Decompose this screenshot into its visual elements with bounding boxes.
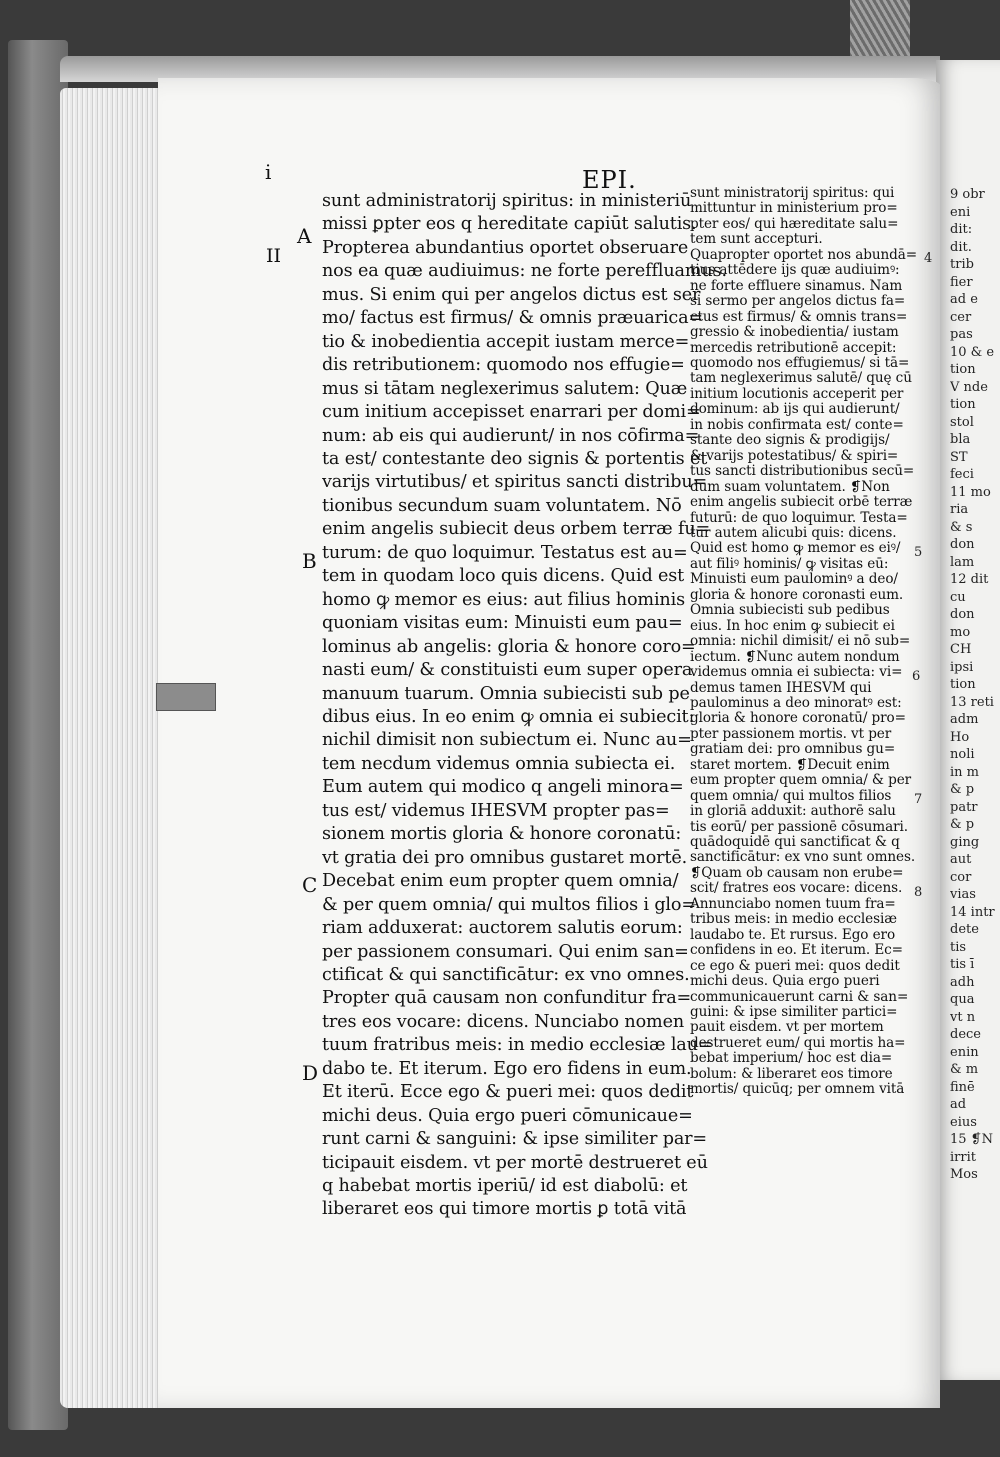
text-line: Quapropter oportet nos abundā= [690,247,918,263]
text-line: lam [950,554,975,570]
text-line: sionem mortis gloria & honore coronatū: [322,824,682,845]
text-line: fier [950,274,973,290]
text-line: Annunciabo nomen tuum fra= [690,896,896,912]
text-line: gratiam dei: pro omnibus gu= [690,742,896,758]
text-line: patr [950,799,978,815]
text-line: riam adduxerat: auctorem salutis eorum: [322,918,683,939]
text-line: si sermo per angelos dictus fa= [690,294,906,310]
verse-number: 7 [914,792,923,807]
text-line: dit. [950,239,972,255]
text-line: mus si tātam neglexerimus salutem: Quæ [322,378,688,399]
text-line: cer [950,309,972,325]
verse-number: 8 [914,885,923,900]
text-line: 15 ❡N [950,1132,993,1147]
text-line: ce ego & pueri mei: quos dedit [690,958,900,974]
folio-mark: i [265,160,272,184]
text-line: eius [950,1114,977,1130]
text-line: Mos [950,1167,978,1182]
text-line: pter eos/ qui hæreditate salu= [690,216,899,232]
text-line: nichil dimisit non subiectum ei. Nunc au= [322,730,692,751]
text-line: quomodo nos effugiemus/ si tā= [690,355,910,371]
text-line: ticipauit eisdem. vt per mortē destrueret eū [322,1152,708,1173]
parallel-text-column [690,186,917,1098]
text-line: Omnia subiecisti sub pedibus [690,603,890,619]
text-line: quādoquidē qui sanctificat & q [690,835,900,851]
text-line: omnia: nichil dimisit/ ei nō sub= [690,634,911,650]
page-stack-edge [60,88,160,1408]
text-line: mortis/ quicūq; per omnem vitā [690,1082,905,1098]
text-line: pauit eisdem. vt per mortem [690,1020,884,1036]
text-line: cum initium accepisset enarrari per domi= [322,402,701,423]
text-line: tus est/ videmus IHESVM propter pas= [322,800,670,821]
verse-number: 4 [924,251,933,266]
text-line: stante deo signis & prodigijs/ [690,433,890,449]
text-line: runt carni & sanguini: & ipse similiter par= [322,1129,708,1150]
text-line: dabo te. Et iterum. Ego ero fidens in eum. [322,1058,692,1079]
text-line: mercedis retributionē accepit: [690,340,897,356]
text-line: mittuntur in ministerium pro= [690,201,898,217]
text-line: tem sunt accepturi. [690,232,823,248]
text-line: vt n [950,1009,976,1025]
text-line: destrueret eum/ qui mortis ha= [690,1035,906,1051]
text-line: nasti eum/ & constituisti eum super opera [322,660,693,681]
text-line: tis eorū/ per passionē cōsumari. [690,819,908,835]
text-line: sunt ministratorij spiritus: qui [690,186,895,201]
text-line: V nde [950,379,988,395]
text-line: ging [950,834,980,850]
text-line: per passionem consumari. Qui enim san= [322,941,689,962]
text-line: & per quem omnia/ qui multos filios i glo= [322,894,696,915]
text-line: tur autem alicubi quis: dicens. [690,525,897,541]
text-line: quem omnia/ qui multos filios [690,788,892,804]
verse-number: 5 [914,545,923,560]
text-line: sanctificātur: ex vno sunt omnes. [690,850,916,866]
text-line: dum suam voluntatem. ❡Non [690,479,890,495]
text-line: missi ꝑpter eos q hereditate capiūt salutis. [322,214,697,235]
text-line: michi deus. Quia ergo pueri cōmunicaue= [322,1105,693,1126]
text-line: communicauerunt carni & san= [690,989,909,1005]
text-line: lominus ab angelis: gloria & honore coro= [322,636,696,657]
text-line: gloria & honore coronatū/ pro= [690,711,906,727]
text-line: & varijs potestatibus/ & spiri= [690,448,899,464]
text-line: stol [950,414,974,430]
verse-number: 6 [912,669,921,684]
text-line: nos ea quæ audiuimus: ne forte pereffluamus. [322,261,727,282]
text-line: manuum tuarum. Omnia subiecisti sub pe [322,683,690,704]
text-line: in gloriā adduxit: authorē salu [690,804,896,820]
text-line: noli [950,747,975,762]
text-line: turum: de quo loquimur. Testatus est au= [322,542,688,563]
text-line: & p [950,782,975,797]
text-line: & m [950,1062,979,1077]
text-line: vt gratia dei pro omnibus gustaret mortē. [322,847,688,868]
text-line: ctus est firmus/ & omnis trans= [690,309,908,325]
text-line: mus. Si enim qui per angelos dictus est ser [322,284,701,305]
text-line: tis ī [950,957,975,972]
text-line: tus sancti distributionibus secū= [690,464,915,480]
text-line: tion [950,677,976,692]
text-line: tem necdum videmus omnia subiecta ei. [322,753,676,774]
text-line: homo ꝙ memor es eius: aut filius hominis [322,589,685,610]
text-line: num: ab eis qui audierunt/ in nos cōfirma= [322,425,700,446]
text-line: don [950,537,975,552]
text-line: in nobis confirmata est/ conte= [690,417,904,433]
text-line: dece [950,1027,981,1042]
text-line: tuum fratribus meis: in medio ecclesiæ lau= [322,1035,713,1056]
text-line: dibus eius. In eo enim ꝙ omnia ei subiecit: [322,706,695,727]
margin-letter-c: C [302,873,318,897]
facing-page-text [950,186,995,1184]
text-line: qua [950,992,975,1007]
text-line: trib [950,257,974,272]
text-line: enim angelis subiecit orbē terræ [690,495,913,511]
text-line: tis [950,939,967,955]
text-line: tion [950,362,976,377]
text-line: finē [950,1079,975,1095]
text-line: tam neglexerimus salutē/ quę cū [690,371,912,387]
text-line: pter passionem mortis. vt per [690,726,892,742]
text-line: gloria & honore coronasti eum. [690,587,904,603]
text-line: cu [950,589,966,605]
text-line: ad [950,1097,967,1112]
text-line: adh [950,974,975,990]
text-line: enin [950,1044,979,1060]
text-line: CH [950,642,972,657]
text-line: futurū: de quo loquimur. Testa= [690,510,908,526]
text-line: tion [950,397,976,412]
text-line: paulominus a deo minoratꝰ est: [690,695,902,711]
text-line: eum propter quem omnia/ & per [690,773,912,789]
text-line: ❡Quam ob causam non erube= [690,865,904,881]
text-line: Eum autem qui modico q angeli minora= [322,777,684,798]
text-line: scit/ fratres eos vocare: dicens. [690,881,903,897]
text-line: adm [950,712,979,727]
text-line: 11 mo [950,484,991,500]
text-line: tribus meis: in medio ecclesiæ [690,912,897,928]
text-line: tres eos vocare: dicens. Nunciabo nomen [322,1011,685,1032]
text-line: staret mortem. ❡Decuit enim [690,757,890,773]
margin-letter-b: B [302,549,317,573]
text-line: laudabo te. Et rursus. Ego ero [690,927,896,943]
text-line: ctificat & qui sanctificātur: ex vno omnes. [322,964,690,985]
text-line: dominum: ab ijs qui audierunt/ [690,402,900,418]
text-line: Propter quā causam non confunditur fra= [322,988,692,1009]
text-line: dete [950,922,979,937]
text-line: michi deus. Quia ergo pueri [690,974,880,990]
text-line: in m [950,764,979,780]
text-line: Quid est homo ꝙ memor es eiꝰ/ [690,541,901,557]
text-line: confidens in eo. Et iterum. Ec= [690,943,903,959]
text-line: ad e [950,292,978,307]
text-line: bla [950,432,971,447]
text-line: varijs virtutibus/ et spiritus sancti distribu= [322,472,708,493]
text-line: Decebat enim eum propter quem omnia/ [322,871,679,892]
text-line: vias [950,887,976,902]
bookmark-tab [156,683,216,711]
text-line: enim angelis subiecit deus orbem terræ fu= [322,519,711,540]
text-line: don [950,607,975,622]
text-line: pas [950,327,973,342]
text-line: 12 dit [950,572,989,587]
chapter-number: II [266,245,282,267]
text-line: dit: [950,222,973,237]
text-line: guini: & ipse similiter partici= [690,1005,898,1021]
margin-letter-d: D [302,1061,319,1085]
text-line: 14 intr [950,904,995,920]
text-line: ST [950,449,968,465]
text-line: demus tamen IHESVM qui [690,680,872,696]
text-line: initium locutionis acceperit per [690,386,904,402]
text-line: mo/ factus est firmus/ & omnis præuarica= [322,308,703,329]
text-line: Minuisti eum paulominꝰ a deo/ [690,572,898,588]
text-line: feci [950,467,974,482]
text-line: mo [950,624,971,640]
text-line: 13 reti [950,694,994,710]
text-line: eni [950,204,971,220]
text-line: iectum. ❡Nunc autem nondum [690,649,900,665]
text-line: aut [950,852,972,867]
text-line: ria [950,502,969,517]
text-line: tius attēdere ijs quæ audiuimꝰ: [690,263,900,279]
text-line: Ho [950,729,970,745]
text-line: bolum: & liberaret eos timore [690,1066,893,1082]
book-cover [8,40,68,1430]
text-line: & p [950,817,975,832]
text-line: ipsi [950,659,974,675]
text-line: irrit [950,1149,976,1165]
text-line: ta est/ contestante deo signis & portentis et [322,448,708,469]
text-line: videmus omnia ei subiecta: vi= [690,665,903,681]
text-line: eius. In hoc enim ꝙ subiecit ei [690,618,895,634]
text-line: sunt administratorij spiritus: in ministeriū [322,191,692,211]
text-line: tio & inobedientia accepit iustam merce= [322,331,690,352]
text-line: & s [950,519,973,535]
margin-letter-a: A [297,224,312,248]
text-line: quoniam visitas eum: Minuisti eum pau= [322,613,683,634]
text-line: cor [950,869,972,885]
text-line: liberaret eos qui timore mortis ꝑ totā vitā [322,1199,687,1220]
text-line: aut filiꝰ hominis/ ꝙ visitas eū: [690,556,889,572]
text-line: tionibus secundum suam voluntatem. Nō [322,495,682,516]
text-line: 10 & e [950,344,995,360]
text-line: Et iterū. Ecce ego & pueri mei: quos dedit [322,1082,694,1103]
main-text-column [322,190,727,1222]
text-line: dis retributionem: quomodo nos effugie= [322,355,685,376]
text-line: 9 obr [950,187,985,202]
text-line: ne forte effluere sinamus. Nam [690,278,903,294]
text-line: gressio & inobedientia/ iustam [690,325,899,341]
text-line: bebat imperium/ hoc est dia= [690,1051,893,1067]
text-line: tem in quodam loco quis dicens. Quid est [322,566,685,587]
text-line: q habebat mortis iperiū/ id est diabolū: et [322,1176,688,1197]
running-head: EPI. [582,166,637,194]
text-line: Propterea abundantius oportet obseruare [322,237,689,258]
